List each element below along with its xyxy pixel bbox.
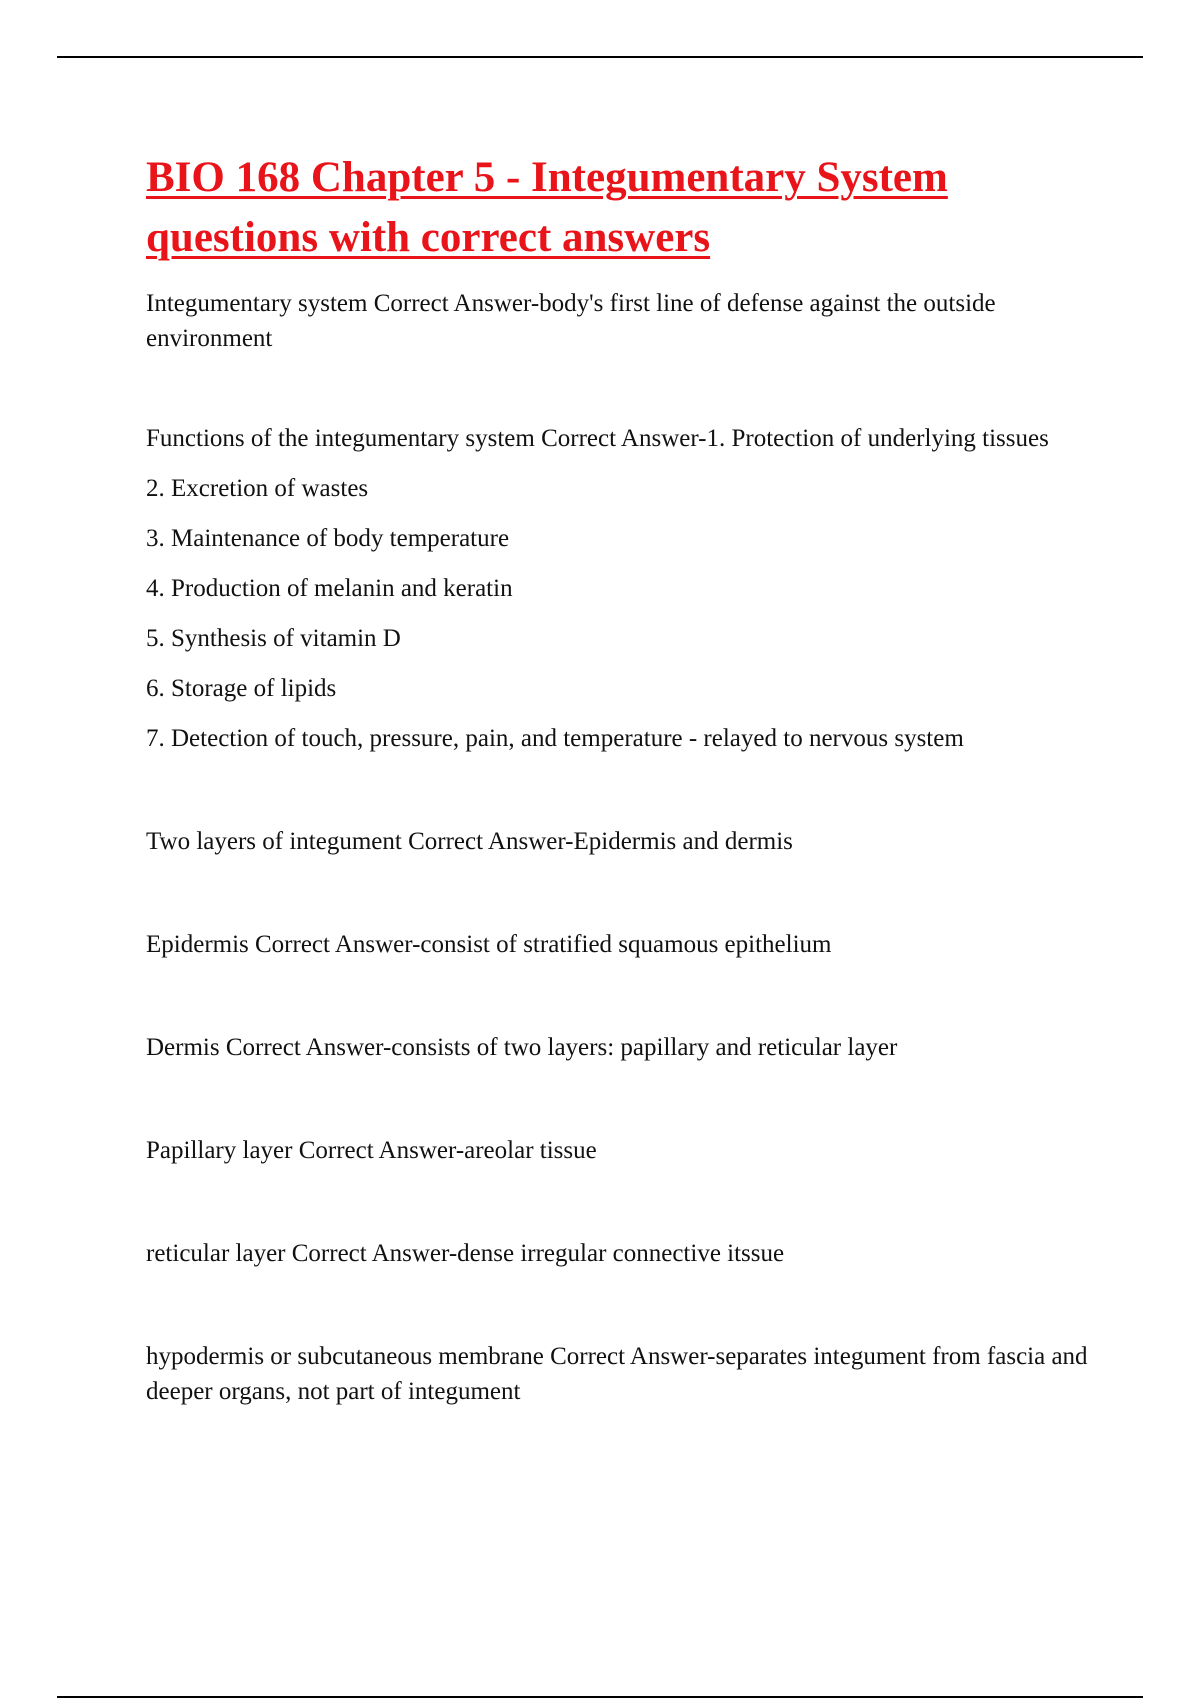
qa-integumentary-system: Integumentary system Correct Answer-body's first line of defense against the outside environment bbox=[146, 290, 996, 352]
title-line-2: questions with correct answers bbox=[146, 214, 711, 261]
list-item: 7. Detection of touch, pressure, pain, and temperature - relayed to nervous system bbox=[146, 725, 964, 752]
qa-functions: Functions of the integumentary system Correct Answer-1. Protection of underlying tissues bbox=[146, 425, 1049, 452]
list-item: 6. Storage of lipids bbox=[146, 675, 337, 702]
title-line-1: BIO 168 Chapter 5 - Integumentary System bbox=[146, 154, 948, 201]
list-item: 5. Synthesis of vitamin D bbox=[146, 625, 401, 652]
qa-hypodermis: hypodermis or subcutaneous membrane Correct Answer-separates integument from fascia and deeper organs, not part of integument bbox=[146, 1343, 1088, 1405]
list-item: 4. Production of melanin and keratin bbox=[146, 575, 513, 602]
qa-papillary-layer: Papillary layer Correct Answer-areolar tissue bbox=[146, 1137, 597, 1164]
document-title bbox=[146, 148, 1096, 268]
qa-reticular-layer: reticular layer Correct Answer-dense irregular connective itssue bbox=[146, 1240, 785, 1267]
top-rule bbox=[57, 56, 1143, 58]
qa-two-layers: Two layers of integument Correct Answer-Epidermis and dermis bbox=[146, 828, 793, 855]
qa-epidermis: Epidermis Correct Answer-consist of stratified squamous epithelium bbox=[146, 931, 832, 958]
bottom-rule bbox=[57, 1696, 1143, 1698]
qa-dermis: Dermis Correct Answer-consists of two layers: papillary and reticular layer bbox=[146, 1034, 898, 1061]
document-body bbox=[146, 148, 1096, 1409]
list-item: 2. Excretion of wastes bbox=[146, 475, 369, 502]
list-item: 3. Maintenance of body temperature bbox=[146, 525, 510, 552]
